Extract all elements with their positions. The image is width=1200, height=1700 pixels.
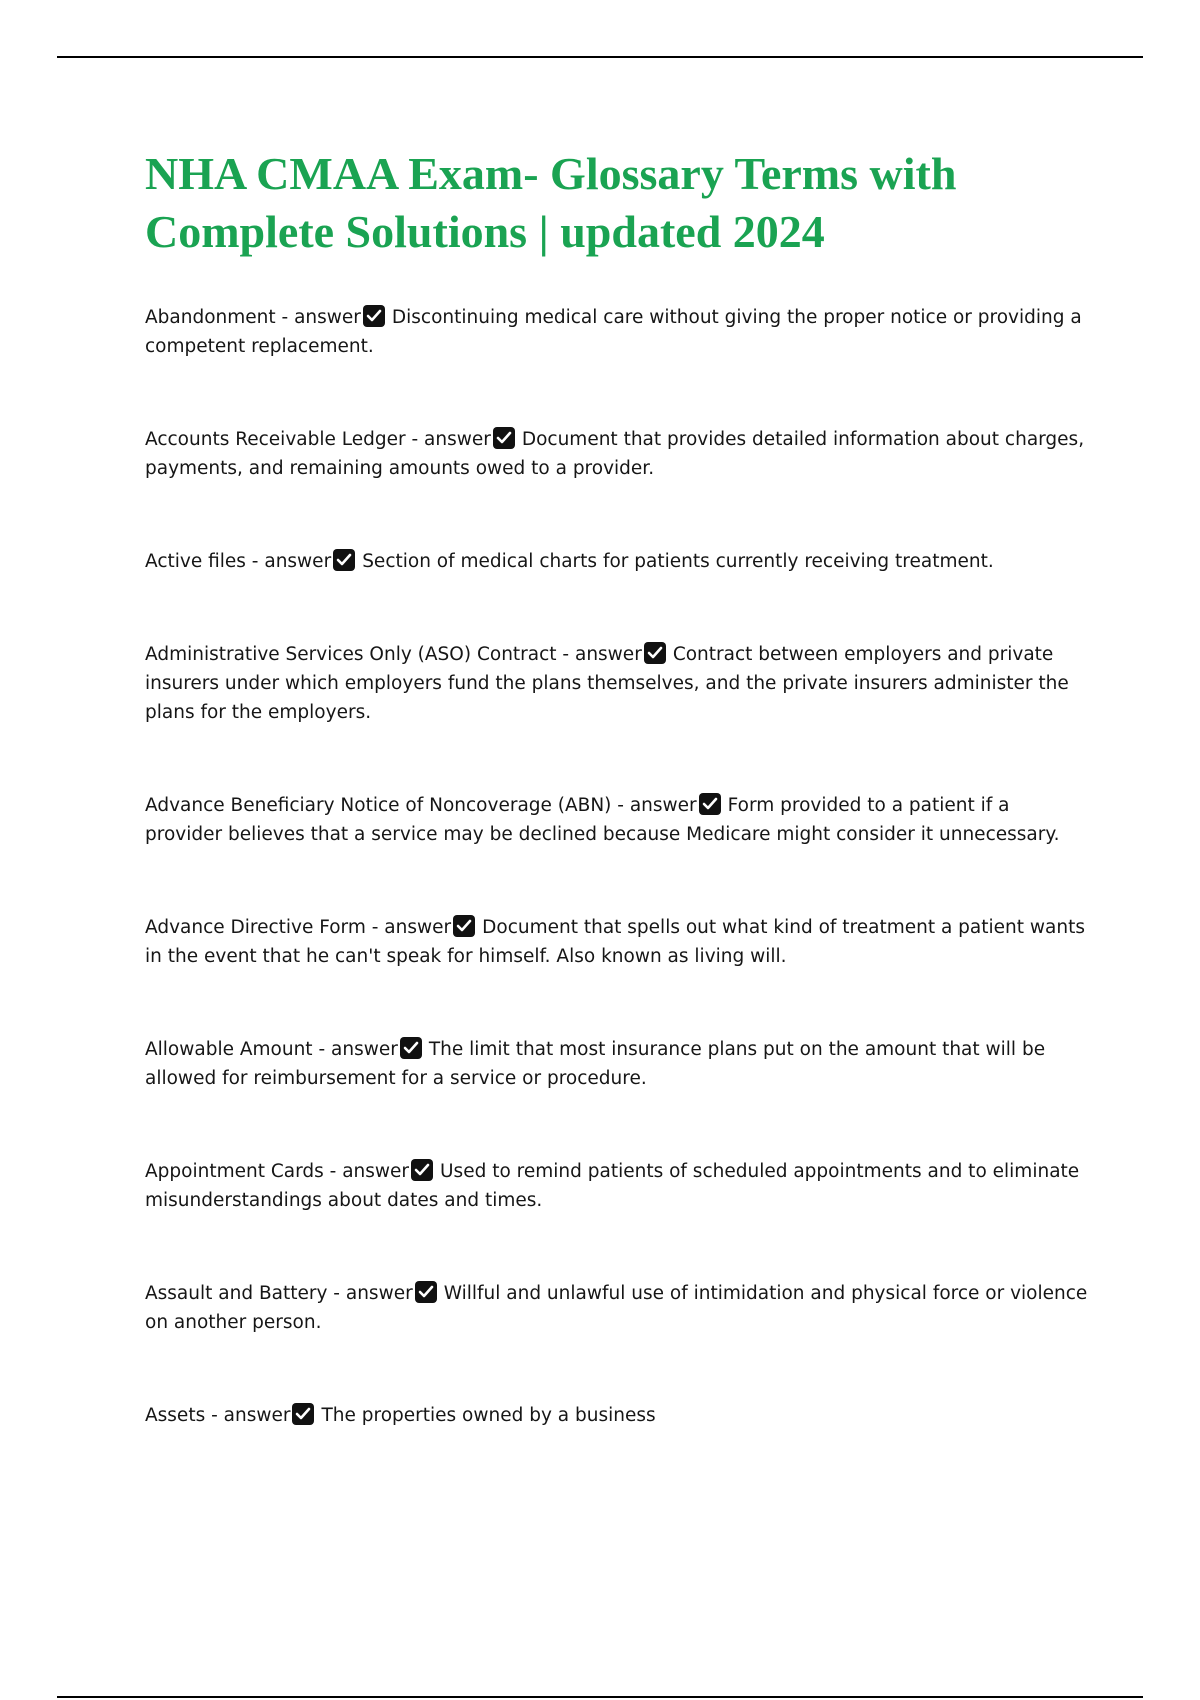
glossary-entry [145, 791, 1090, 849]
glossary-entry [145, 1157, 1090, 1215]
glossary-term: Assets - answer [145, 1405, 291, 1426]
glossary-entry [145, 303, 1090, 361]
glossary-definition: Section of medical charts for patients currently receiving treatment. [362, 551, 994, 572]
glossary-definition: Contract between employers and private insurers under which employers fund the plans themselves, and the private insurers administer the plans for the employers. [145, 644, 1069, 723]
glossary-entry [145, 1279, 1090, 1337]
glossary-definition: Willful and unlawful use of intimidation and physical force or violence on another person. [145, 1283, 1088, 1333]
glossary-entry [145, 1035, 1090, 1093]
glossary-term: Administrative Services Only (ASO) Contract - answer [145, 644, 642, 665]
glossary-definition: Discontinuing medical care without giving the proper notice or providing a competent replacement. [145, 307, 1082, 357]
glossary-definition: The properties owned by a business [321, 1405, 656, 1426]
document-title: NHA CMAA Exam- Glossary Terms with Complete Solutions | updated 2024 [145, 148, 957, 257]
check-box-icon [644, 642, 666, 664]
check-box-icon [292, 1403, 314, 1425]
check-box-icon [363, 305, 385, 327]
glossary-term: Active files - answer [145, 551, 332, 572]
glossary-term: Appointment Cards - answer [145, 1161, 410, 1182]
check-box-icon [453, 915, 475, 937]
glossary-entry [145, 1401, 1090, 1430]
glossary-definition: Document that spells out what kind of treatment a patient wants in the event that he can't speak for himself. Also known as living will. [145, 917, 1085, 967]
glossary-term: Advance Beneficiary Notice of Noncoverage (ABN) - answer [145, 795, 697, 816]
glossary-entry [145, 425, 1090, 483]
check-box-icon [699, 793, 721, 815]
glossary-term: Advance Directive Form - answer [145, 917, 452, 938]
glossary-term: Assault and Battery - answer [145, 1283, 413, 1304]
top-rule [57, 56, 1143, 58]
check-box-icon [493, 427, 515, 449]
glossary-definition: Used to remind patients of scheduled appointments and to eliminate misunderstandings about dates and times. [145, 1161, 1080, 1211]
bottom-rule [57, 1696, 1143, 1698]
check-box-icon [411, 1159, 433, 1181]
glossary-term: Abandonment - answer [145, 307, 361, 328]
glossary-list [145, 303, 1090, 1430]
glossary-term: Accounts Receivable Ledger - answer [145, 429, 491, 450]
check-box-icon [415, 1281, 437, 1303]
glossary-entry [145, 913, 1090, 971]
glossary-term: Allowable Amount - answer [145, 1039, 398, 1060]
glossary-definition: The limit that most insurance plans put on the amount that will be allowed for reimbursement for a service or procedure. [145, 1039, 1046, 1089]
glossary-definition: Document that provides detailed information about charges, payments, and remaining amounts owed to a provider. [145, 429, 1085, 479]
glossary-definition: Form provided to a patient if a provider believes that a service may be declined because Medicare might consider it unnecessary. [145, 795, 1060, 845]
glossary-entry [145, 547, 1090, 576]
check-box-icon [333, 549, 355, 571]
glossary-entry [145, 640, 1090, 727]
check-box-icon [400, 1037, 422, 1059]
